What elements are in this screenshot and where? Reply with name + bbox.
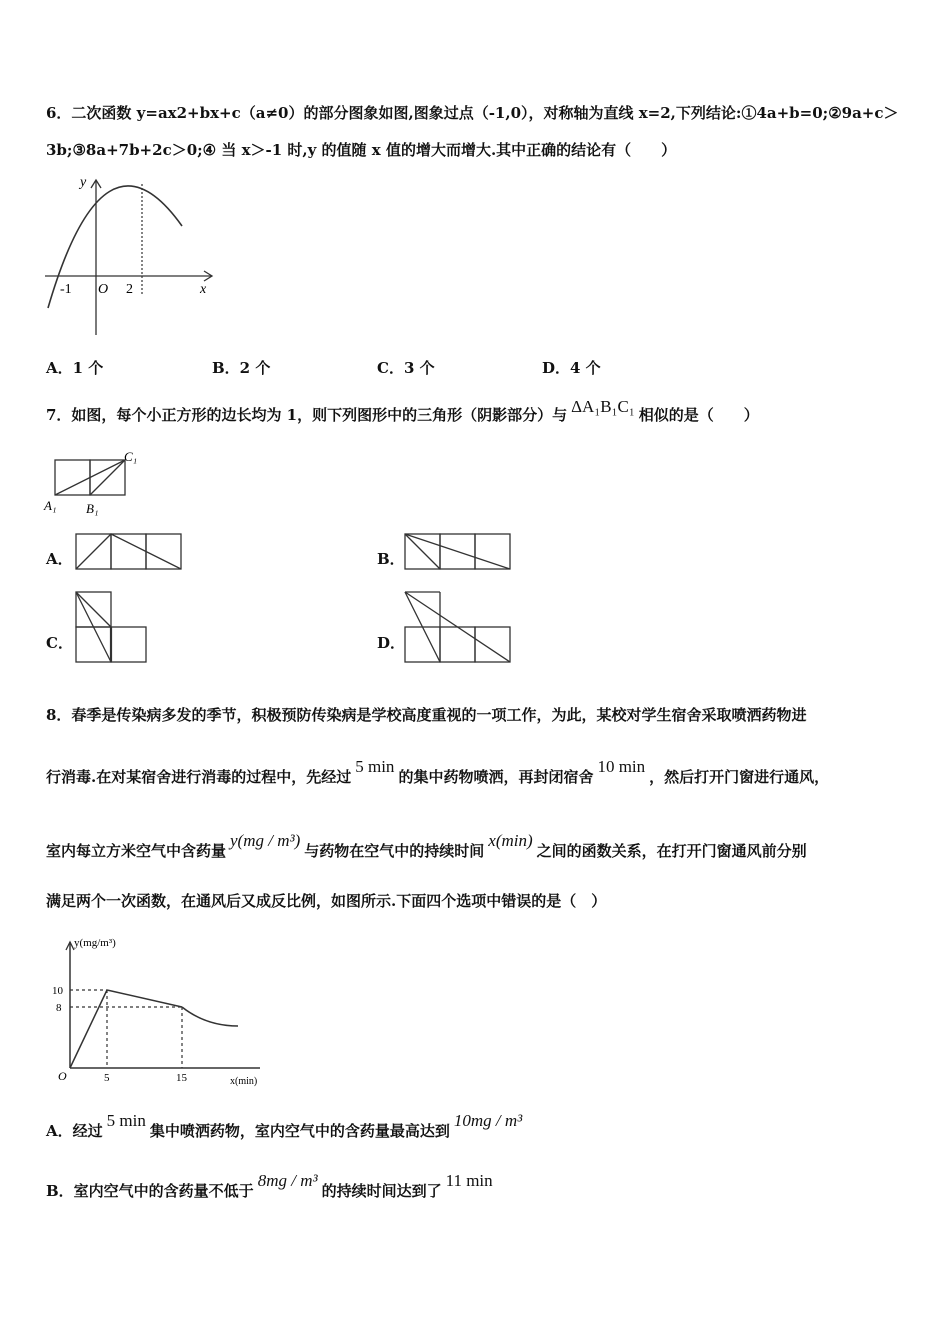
q6-y-label: y — [80, 175, 87, 190]
q7-triangle-symbol: ΔA₁B₁C₁ — [571, 397, 635, 416]
q6-parabola-graph — [40, 170, 220, 340]
q6-option-d[interactable]: D．4 个 — [542, 359, 601, 377]
q8-line3-part-b: 与药物在空气中的持续时间 — [304, 842, 485, 860]
q8-tick-15: 15 — [176, 1072, 187, 1084]
q7-text-after: 相似的是（ ） — [638, 406, 759, 424]
q8-origin-label: O — [58, 1069, 67, 1083]
q8-option-a[interactable] — [46, 1111, 526, 1141]
q7-reference-figure — [40, 445, 160, 525]
q6-tick-neg1: -1 — [60, 282, 72, 297]
q8-line3-part-a: 室内每立方米空气中含药量 — [46, 842, 227, 860]
q8-line2-part-c: ，然后打开门窗进行通风， — [649, 768, 830, 786]
q7-label-c1: C₁ — [124, 449, 138, 464]
q7-option-c-figure — [74, 590, 152, 666]
q6-text-line1: 6．二次函数 y=ax2+bx+c（a≠0）的部分图象如图,图象过点（-1,0），对称轴为直线 x=2,下列结论:①4a+b=0;②9a+c＞ — [46, 104, 899, 122]
q8-text-line3 — [46, 831, 807, 861]
q6-option-c[interactable]: C．3 个 — [377, 359, 435, 377]
q8-option-a-10mg: 10mg / m³ — [453, 1111, 523, 1130]
q7-option-a[interactable]: A． — [46, 550, 73, 568]
q8-option-b-11min: 11 min — [445, 1171, 493, 1190]
q8-math-x-unit: x(min) — [488, 831, 533, 850]
q8-y-label: y(mg/m³) — [74, 937, 116, 949]
q7-option-d[interactable]: D． — [377, 634, 406, 652]
q8-text-line4: 满足两个一次函数，在通风后又成反比例，如图所示.下面四个选项中错误的是（ ） — [46, 892, 607, 910]
q8-option-a-5min: 5 min — [106, 1111, 146, 1130]
q8-decline-line — [107, 990, 182, 1007]
q6-option-a[interactable]: A．1 个 — [46, 359, 104, 377]
q8-text-line1: 8．春季是传染病多发的季节，积极预防传染病是学校高度重视的一项工作，为此，某校对学生宿舍采取喷洒药物进 — [46, 706, 807, 724]
q8-line2-part-b: 的集中药物喷洒，再封闭宿舍 — [398, 768, 594, 786]
q8-option-a-part-a: A．经过 — [46, 1122, 103, 1140]
q8-option-b-part-a: B．室内空气中的含药量不低于 — [46, 1182, 254, 1200]
q8-option-a-part-b: 集中喷洒药物，室内空气中的含药量最高达到 — [149, 1122, 450, 1140]
q8-math-y-unit: y(mg / m³) — [230, 831, 301, 850]
q6-option-b[interactable]: B．2 个 — [212, 359, 271, 377]
q6-origin-label: O — [98, 282, 109, 297]
q8-option-b-part-b: 的持续时间达到了 — [321, 1182, 442, 1200]
q8-text-line2 — [46, 757, 830, 787]
q8-tick-10: 10 — [52, 985, 63, 997]
q7-option-b[interactable]: B． — [377, 550, 405, 568]
q8-line3-part-c: 之间的函数关系，在打开门窗通风前分别 — [536, 842, 807, 860]
q8-tick-8: 8 — [56, 1002, 62, 1014]
q8-x-label: x(min) — [230, 1076, 258, 1087]
q7-label-a1: A₁ — [44, 498, 57, 513]
q8-option-b-8mg: 8mg / m³ — [257, 1171, 318, 1190]
q8-math-5min: 5 min — [355, 757, 395, 776]
q6-x-label: x — [200, 282, 207, 297]
q8-concentration-graph — [46, 930, 276, 1090]
q6-tick-2: 2 — [126, 282, 133, 297]
q6-text-line2: 3b;③8a+7b+2c＞0;④ 当 x＞-1 时,y 的值随 x 值的增大而增大.其中正确的结论有（ ） — [46, 141, 677, 159]
q7-option-b-figure — [403, 532, 515, 572]
q8-rise-line — [70, 990, 107, 1068]
q7-text-before: 7．如图，每个小正方形的边长均为 1，则下列图形中的三角形（阴影部分）与 — [46, 406, 568, 424]
q8-math-10min: 10 min — [597, 757, 646, 776]
q8-tick-5: 5 — [104, 1072, 110, 1084]
q7-option-c[interactable]: C． — [46, 634, 73, 652]
q8-inverse-curve — [182, 1007, 238, 1026]
q8-line2-part-a: 行消毒.在对某宿舍进行消毒的过程中，先经过 — [46, 768, 352, 786]
q7-option-d-figure — [403, 590, 515, 666]
q8-option-b[interactable] — [46, 1171, 497, 1201]
q7-option-a-figure — [74, 532, 186, 572]
q7-text — [46, 397, 759, 425]
q7-label-b1: B₁ — [86, 501, 99, 516]
